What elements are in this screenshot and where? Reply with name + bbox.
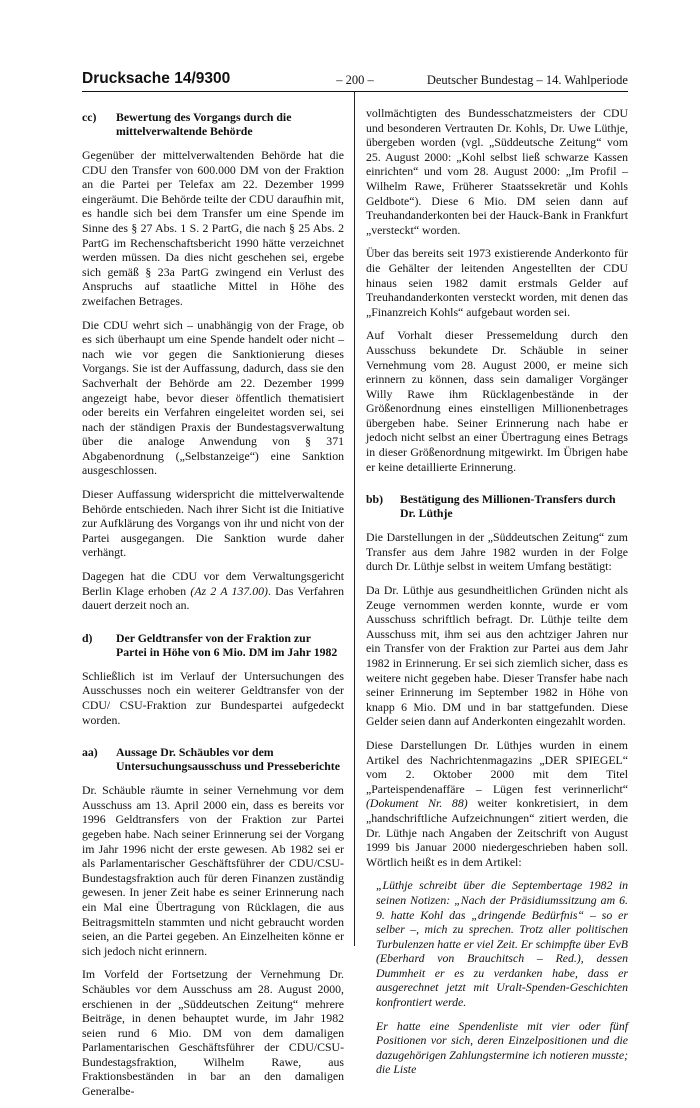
paragraph: Dagegen hat die CDU vor dem Verwaltungsgericht Berlin Klage erhoben (Az 2 A 137.00). Das Verfahren dauert derzeit noch an. bbox=[82, 569, 345, 613]
document-reference: (Dokument Nr. 88) bbox=[366, 796, 468, 811]
paragraph: Über das bereits seit 1973 existierende Anderkonto für die Gehälter der leitenden Angestellten der CDU hinaus seien 1982 damit erstmals Gelder auf Treuhandanderkonten versteckt worden, mit denen das „Finanzreich Kohls“ aufgebaut worden sei. bbox=[366, 246, 628, 319]
document-number: Drucksache 14/9300 bbox=[82, 70, 231, 87]
paragraph: Die Darstellungen in der „Süddeutschen Zeitung“ zum Transfer aus dem Jahre 1982 wurden in der Folge durch Dr. Lüthje selbst in weitem Umfang bestätigt: bbox=[366, 530, 628, 574]
paragraph: Dr. Schäuble räumte in seiner Vernehmung vor dem Ausschuss am 13. April 2000 ein, dass es bereits vor 1996 Geldtransfers von der Fraktion zur Partei gegeben habe. Nach seiner Erinnerung sei der Vorgang im Jahr 1996 nicht der erste gewesen. Ab 1982 sei er als Parlamentarischer Geschäftsführer der CDU/CSU-Bundestagsfraktion auch für deren Finanzen zuständig gewesen. In jener Zeit habe es seiner Erinnerung nach ein Mal eine Übertragung von Rücklagen, die aus Beitragsmitteln stammten und nicht gebraucht worden seien, an die Partei gegeben. An Einzelheiten könne er sich jedoch nicht erinnern. bbox=[82, 783, 344, 958]
header-rule bbox=[82, 91, 628, 92]
section-heading-aa: aa) Aussage Dr. Schäubles vor dem Untersuchungsausschuss und Presseberichte bbox=[82, 745, 340, 774]
paragraph: Da Dr. Lüthje aus gesundheitlichen Gründen nicht als Zeuge vernommen werden konnte, wurde er vom Ausschuss schriftlich befragt. Dr. Lüthje teilte dem Ausschuss mit, ihm sei aus den achtziger Jahren nur ein Transfer von der Fraktion zur Partei aus dem Jahr 1982 in Erinnerung. Er sei sich ziemlich sicher, dass es weitere nicht gegeben habe. Dieser Transfer habe nach seiner Erinnerung im September 1982 in Höhe von knapp 6 Mio. DM und in bar stattgefunden. Diese Gelder seien dann auf Anderkonten eingezahlt worden. bbox=[366, 583, 628, 729]
page-header bbox=[82, 70, 628, 90]
left-column bbox=[82, 110, 344, 1108]
case-reference: (Az 2 A 137.00) bbox=[190, 583, 268, 598]
column-divider bbox=[354, 91, 355, 946]
page-number: – 200 – bbox=[336, 73, 374, 87]
paragraph: Die CDU wehrt sich – unabhängig von der Frage, ob es sich überhaupt um eine Spende handelt oder nicht – nach wie vor gegen die Sanktionierung dieses Vorgangs. Sie ist der Auffassung, dadurch, dass sie den Sachverhalt der Behörde am 22. Dezember 1999 angezeigt habe, bevor dieser öffentlich thematisiert oder bereits ein Verfahren eingeleitet worden sei, sei nach der ständigen Praxis der Bundestagsverwaltung über die analoge Anwendung von § 371 Abgabenordnung („Selbstanzeige“) eine Sanktion ausgeschlossen. bbox=[82, 317, 344, 478]
quotation: Er hatte eine Spendenliste mit vier oder fünf Positionen vor sich, deren Einzelpositionen und die dazugehörigen Zahlungstermine ich notieren musste; die Liste bbox=[376, 1018, 628, 1077]
section-heading-cc: cc) Bewertung des Vorgangs durch die mittelverwaltende Behörde bbox=[82, 110, 292, 138]
quotation: „Lüthje schreibt über die Septembertage 1982 in seinen Notizen: „Nach der Präsidiumssitzung am 6. 9. hatte Kohl das „dringende Bedürfnis“ – so er selber –, mich zu sprechen. Trotz aller politischen Turbulenzen hatte er viel Zeit. Er schimpfte über EvB (Eberhard von Brauchitsch – Red.), dessen Dummheit er es zu verdanken habe, dass er ausgerechnet jetzt mit Uralt-Spenden-Geschichten konfrontiert werde. bbox=[376, 878, 628, 1010]
paragraph: Schließlich ist im Verlauf der Untersuchungen des Ausschusses noch ein weiterer Geldtransfer von der CDU/ CSU-Fraktion zur Bundespartei aufgedeckt worden. bbox=[82, 668, 344, 727]
right-column bbox=[366, 106, 628, 1086]
section-heading-bb: bb) Bestätigung des Millionen-Transfers durch Dr. Lüthje bbox=[366, 492, 616, 521]
section-heading-d: d) Der Geldtransfer von der Fraktion zur Partei in Höhe von 6 Mio. DM im Jahr 1982 bbox=[82, 630, 338, 659]
publisher: Deutscher Bundestag – 14. Wahlperiode bbox=[426, 73, 628, 87]
paragraph: Im Vorfeld der Fortsetzung der Vernehmung Dr. Schäubles vor dem Ausschuss am 28. August 2000, erschienen in der „Süddeutschen Zeitung“ mehrere Beiträge, in denen behauptet wurde, im Jahr 1982 seien rund 6 Mio. DM von dem damaligen Parlamentarischen Geschäftsführer der CDU/CSU-Bundestagsfraktion, Wilhelm Rawe, aus Fraktionsbeständen in bar an den damaligen Generalbe- bbox=[82, 967, 344, 1099]
paragraph: Auf Vorhalt dieser Pressemeldung durch den Ausschuss bekundete Dr. Schäuble in seiner Vernehmung vom 28. August 2000, er meine sich erinnern zu können, dass sein damaliger Vorgänger Willy Rawe ihm Rücklagenbestände in der Größenordnung eines einstelligen Millionenbetrages übergeben habe. Seiner Erinnerung nach habe er jedoch nicht selbst an einer Übertragung eines Betrags in dieser Größenordnung mitgewirkt. Im Übrigen habe er keine detaillierte Erinnerung. bbox=[366, 328, 628, 474]
paragraph: Gegenüber der mittelverwaltenden Behörde hat die CDU den Transfer von 600.000 DM von der Fraktion an die Partei per Telefax am 22. Dezember 1999 eingeräumt. Die Behörde teilte der CDU daraufhin mit, es handle sich bei dem Transfer um eine Spende im Sinne des § 27 Abs. 1 S. 2 PartG, die nach § 25 Abs. 2 PartG im Rechenschaftsbericht 1990 hätte verzeichnet werden müssen. Da dies nicht geschehen sei, ergebe sich gemäß § 23a PartG zwingend ein Verlust des Anspruchs auf staatliche Mittel in Höhe des zweifachen Betrages. bbox=[82, 148, 344, 308]
paragraph: vollmächtigten des Bundesschatzmeisters der CDU und besonderen Vertrauten Dr. Kohls, Dr. Uwe Lüthje, übergeben worden (vgl. „Süddeutsche Zeitung“ vom 25. August 2000: „Kohl selbst ließ schwarze Kassen einrichten“ und vom 28. August 2000: „Im Profil – Wilhelm Rawe, Früherer Staatssekretär und Kohls Geldbote“). Diese 6 Mio. DM seien dann auf Treuhandanderkonten bei der Hauck-Bank in Frankfurt „versteckt“ worden. bbox=[366, 106, 628, 237]
paragraph: Diese Darstellungen Dr. Lüthjes wurden in einem Artikel des Nachrichtenmagazins „DER SPIEGEL“ vom 2. Oktober 2000 mit dem Titel „Parteispendenaffäre – Lügen fest verinnerlicht“ (Dokument Nr. 88) weiter konkretisiert, in dem „handschriftliche Aufzeichnungen“ zitiert werden, die Dr. Lüthje nach Angaben der Zeitschrift von August 1999 bis Januar 2000 niedergeschrieben haben soll. Wörtlich heißt es in dem Artikel: bbox=[366, 737, 628, 869]
paragraph: Dieser Auffassung widerspricht die mittelverwaltende Behörde entschieden. Nach ihrer Sicht ist die Initiative zur Aufklärung des Vorgangs von ihr und nicht von der Partei ausgegangen. Die Sanktion wurde daher verhängt. bbox=[82, 487, 344, 560]
